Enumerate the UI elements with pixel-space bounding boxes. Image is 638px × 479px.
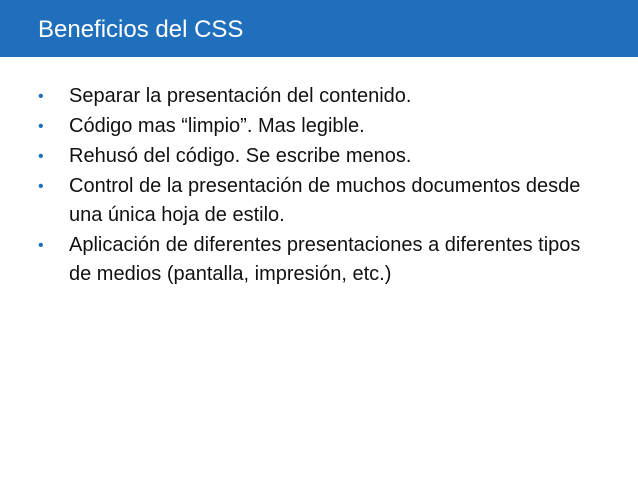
bullet-text: Código mas “limpio”. Mas legible. — [69, 115, 365, 137]
title-bar — [0, 0, 638, 57]
bullet-text: Separar la presentación del contenido. — [69, 85, 412, 107]
bullet-item — [38, 82, 608, 111]
bullet-icon: • — [38, 178, 44, 195]
bullet-text: Control de la presentación de muchos documentos desde una única hoja de estilo. — [69, 175, 581, 226]
bullet-item — [38, 142, 608, 171]
bullet-item — [38, 172, 608, 230]
bullet-icon: • — [38, 118, 44, 135]
bullet-icon: • — [38, 237, 44, 254]
bullet-list — [38, 82, 608, 290]
bullet-text: Aplicación de diferentes presentaciones a diferentes tipos de medios (pantalla, impresión, etc.) — [69, 234, 581, 285]
bullet-text: Rehusó del código. Se escribe menos. — [69, 145, 412, 167]
bullet-icon: • — [38, 148, 44, 165]
bullet-item — [38, 112, 608, 141]
bullet-icon: • — [38, 88, 44, 105]
bullet-item — [38, 231, 608, 289]
slide-title: Beneficios del CSS — [38, 16, 244, 43]
